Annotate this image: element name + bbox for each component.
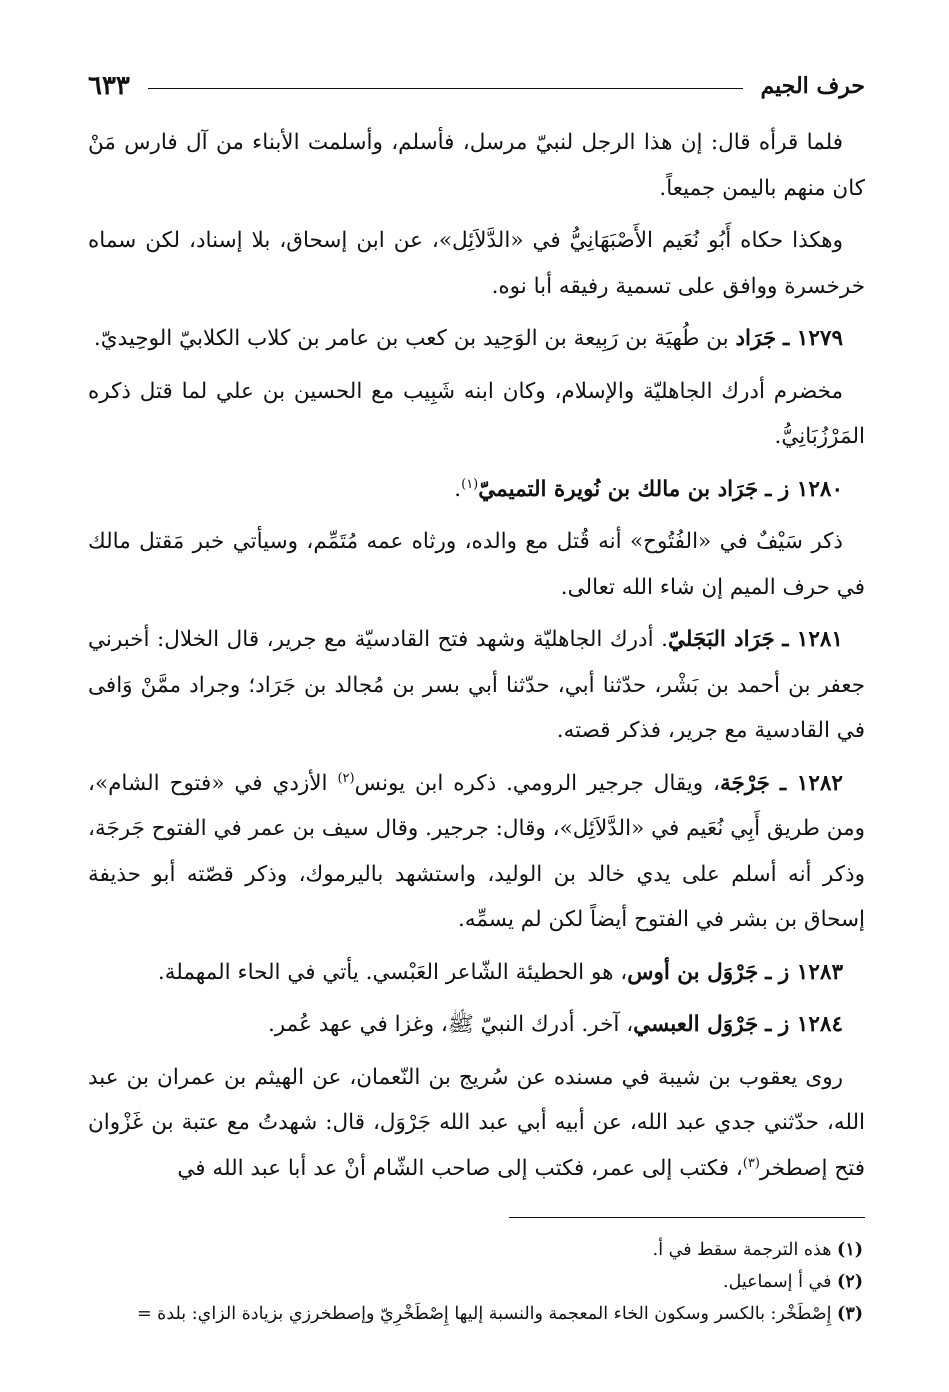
footnote-ref: (١) [461,476,479,492]
footnote-ref: (٣) [742,1155,760,1171]
footnote-separator [509,1217,865,1218]
body-text [88,120,865,1198]
entry-1279: ١٢٧٩ ـ جَرَاد بن طُهيَة بن رَبِيعة بن الوَحِيد بن كعب بن عامر بن كلاب الكلابيّ الوحِيديّ. [93,326,843,351]
entry-1283: ١٢٨٣ ز ـ جَرْوَل بن أوس، هو الحطيئة الشّاعر العَبْسي. يأتي في الحاء المهملة. [157,959,843,985]
footnotes [84,1234,863,1330]
footnote-marker: (٢) [837,1272,863,1292]
footnote-ref: (٢) [337,770,355,786]
entry-number: ١٢٧٩ ـ [783,326,843,351]
paragraph: مخضرم أدرك الجاهليّة والإسلام، وكان ابنه شَبِيب مع الحسين بن علي لما قتل ذكره المَرْزُبَانِيُّ. [88,378,865,449]
entry-number: ١٢٨٠ ز ـ [765,476,843,502]
footnote-marker: (١) [837,1240,863,1260]
entry-name: جَرْجَة [720,770,770,796]
paragraph: روى يعقوب بن شيبة في مسنده عن سُريج بن النّعمان، عن الهيثم بن عمران بن عبد الله، حدّثني جدي عبد الله، عن أبيه أبي عبد الله جَرْوَل، قال: شهدتُ مع عتبة بن غَزْوان فتح إصطخر$^{(٣)}$، فكتب إلى عمر، فكتب إلى صاحب الشّام أنْ عد أبا عبد الله في [88,1064,865,1181]
footnote: (٣) إِصْطَخْر: بالكسر وسكون الخاء المعجمة والنسبة إليها إِصْطَخْرِيّ وإصطخرزي بزيادة الزاي: بلدة = [136,1304,863,1324]
header-rule [148,88,743,89]
entry-1281: ١٢٨١ ـ جَرَاد البَجَليّ. أدرك الجاهليّة وشهد فتح القادسيّة مع جرير، قال الخلال: أخبرني جعفر بن أحمد بن بَشْر، حدّثنا أبي، حدّثنا أبي بسر بن مُجالد بن جَرَاد؛ وجراد ممَّنْ وَافى في القادسية مع جرير، فذكر قصته. [88,627,865,743]
entry-1284: ١٢٨٤ ز ـ جَرْوَل العبسي، آخر. أدرك النبيّ ﷺ، وغزا في عهد عُمر. [267,1012,843,1037]
footnote-marker: (٣) [837,1304,863,1324]
footnote: (١) هذه الترجمة سقط في أ. [652,1240,863,1260]
entry-name: جَرْوَل بن أوس [627,959,759,985]
page-header [88,66,865,106]
entry-name: جَرَاد بن مالك بن نُويرة التميميّ [478,476,759,502]
running-head: حرف الجيم [760,73,865,99]
entry-number: ١٢٨٢ ـ [779,770,843,796]
entry-1280: ١٢٨٠ ز ـ جَرَاد بن مالك بن نُويرة التميميّ$^{(١)}$. [454,476,843,502]
paragraph: فلما قرأه قال: إن هذا الرجل لنبيّ مرسل، فأسلم، وأسلمت الأبناء من آل فارس مَنْ كان منهم باليمن جميعاً. [88,130,865,201]
entry-number: ١٢٨٣ ز ـ [765,959,843,985]
entry-name: جَرْوَل العبسي [633,1012,759,1037]
paragraph: وهكذا حكاه أَبُو نُعَيم الأَصْبَهَانِيُّ في «الدَّلاَئِل»، عن ابن إسحاق، بلا إسناد، لكن سماه خرخسرة ووافق على تسمية رفيقه أبا نوه. [88,228,865,299]
entry-1282: ١٢٨٢ ـ جَرْجَة، ويقال جرجير الرومي. ذكره ابن يونس$^{(٢)}$ الأزدي في «فتوح الشام»، ومن طريق أَبِي نُعَيم في «الدَّلاَئِل»، وقال: جرجير. وقال سيف بن عمر في الفتوح جَرجَة، وذكر أنه أسلم على يدي خالد بن الوليد، واستشهد باليرموك، وذكر قصّته أبو حذيفة إسحاق بن بشر في الفتوح أيضاً لكن لم يسمِّه. [88,770,865,932]
page-number: ٦٣٣ [88,71,130,101]
entry-name: جَرَاد [735,326,777,351]
paragraph: ذكر سَيْفٌ في «الفُتُوح» أنه قُتل مع والده، ورثاه عمه مُتَمِّم، وسيأتي خبر مَقتل مالك في حرف الميم إن شاء الله تعالى. [88,529,865,600]
entry-number: ١٢٨٤ ز ـ [765,1012,843,1037]
footnote: (٢) في أ إسماعيل. [723,1272,863,1292]
entry-name: جَرَاد البَجَليّ [667,627,775,652]
entry-number: ١٢٨١ ـ [782,627,843,652]
